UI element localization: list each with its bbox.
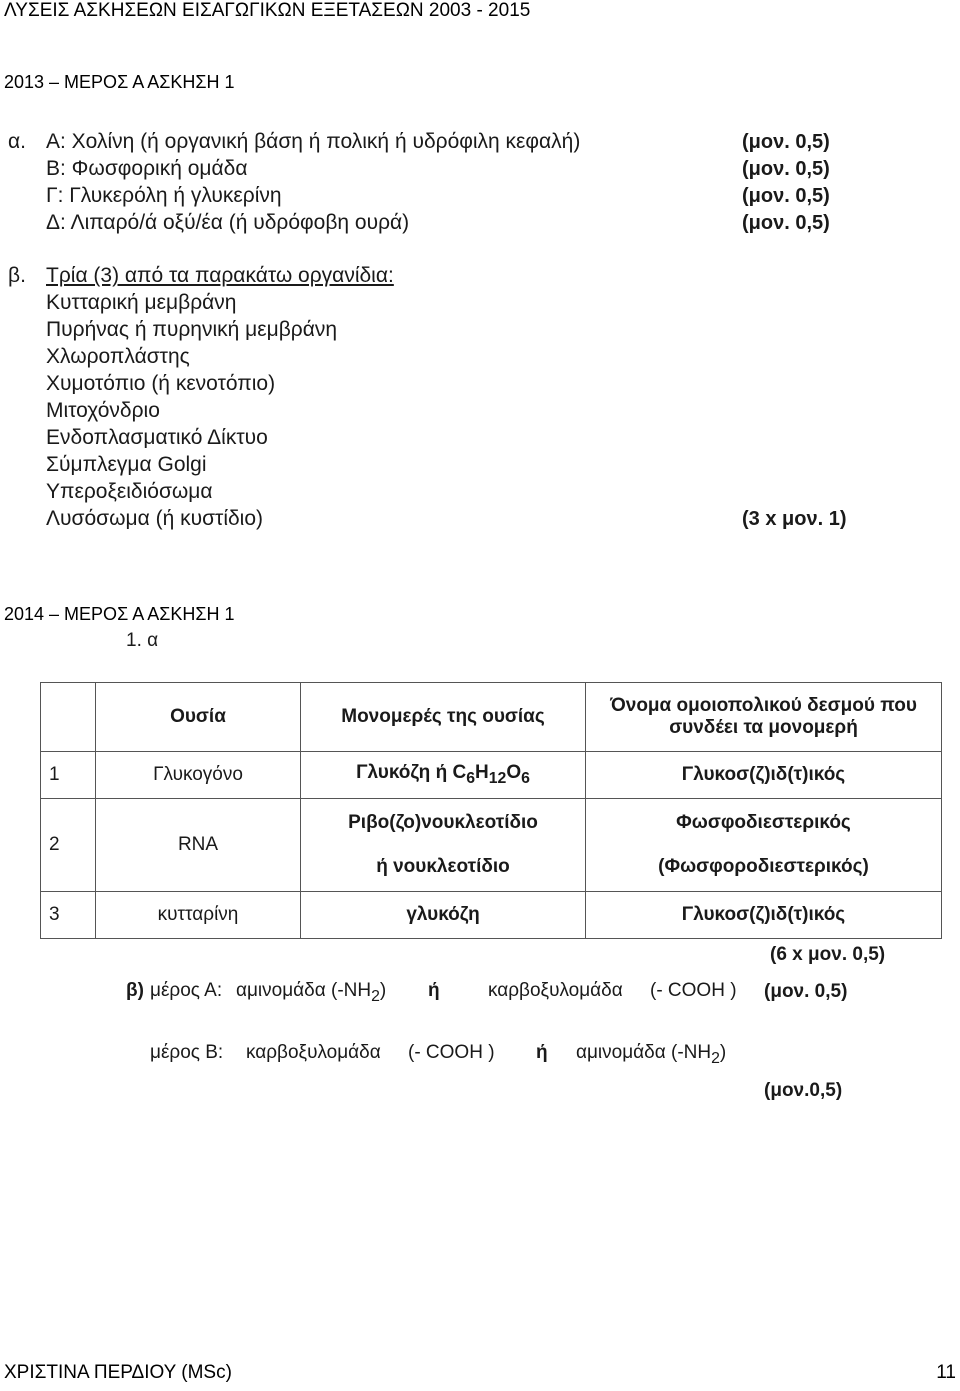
monomer-text: Ριβο(ζο)νουκλεοτίδιο [348, 812, 538, 833]
part-b-label: β) [126, 980, 144, 1001]
points-label: (μον. 0,5) [742, 212, 830, 234]
or-label: ή [536, 1042, 548, 1063]
formula-subscript: 2 [371, 987, 380, 1005]
monomer-cell [301, 752, 586, 799]
organelle-item: Υπεροξειδιόσωμα [46, 480, 213, 503]
page-header: ΛΥΣΕΙΣ ΑΣΚΗΣΕΩΝ ΕΙΣΑΓΩΓΙΚΩΝ ΕΞΕΤΑΣΕΩΝ 2003 - 2015 [4, 0, 531, 21]
substance-cell: RNA [96, 799, 301, 892]
row-number: 2 [41, 799, 96, 892]
organelle-item: Ενδοπλασματικό Δίκτυο [46, 426, 268, 449]
formula-end: ) [379, 980, 387, 1001]
points-label: (μον. 0,5) [764, 981, 848, 1002]
part-a-label: α. [8, 130, 26, 153]
bond-alt-text: (Φωσφοροδιεστερικός) [658, 856, 869, 877]
table-row [41, 892, 942, 939]
carboxyl-formula: (- COOH ) [408, 1042, 495, 1063]
table-row [41, 752, 942, 799]
table-header [41, 683, 96, 752]
bond-text: Φωσφοδιεστερικός [676, 812, 851, 833]
organelle-item: Μιτοχόνδριο [46, 399, 160, 422]
monomer-alt-text: ή νουκλεοτίδιο [376, 856, 510, 877]
formula-subscript: 6 [466, 769, 475, 787]
points-label: (μον. 0,5) [742, 158, 830, 180]
table-row [41, 799, 942, 892]
points-label: (μον. 0,5) [742, 185, 830, 207]
part-a-line: Α: Χολίνη (ή οργανική βάση ή πολική ή υδρόφιλη κεφαλή) [46, 130, 581, 153]
organelle-item: Χυμοτόπιο (ή κενοτόπιο) [46, 372, 276, 395]
section-title-2014: 2014 – ΜΕΡΟΣ Α ΑΣΚΗΣΗ 1 [4, 604, 235, 624]
bond-cell: Γλυκοσ(ζ)ιδ(τ)ικός [586, 892, 942, 939]
amino-group-text [236, 980, 386, 1006]
monomer-cell: γλυκόζη [301, 892, 586, 939]
points-label: (3 x μον. 1) [742, 508, 847, 530]
formula-subscript: 2 [711, 1049, 720, 1067]
bond-cell: Γλυκοσ(ζ)ιδ(τ)ικός [586, 752, 942, 799]
part-a-line: Δ: Λιπαρό/ά οξύ/έα (ή υδρόφοβη ουρά) [46, 211, 410, 234]
footer-author: ΧΡΙΣΤΙΝΑ ΠΕΡΔΙΟΥ (MSc) [4, 1362, 232, 1383]
organelle-item: Κυτταρική μεμβράνη [46, 291, 237, 314]
formula-subscript: 6 [521, 769, 530, 787]
organelle-item: Σύμπλεγμα Golgi [46, 453, 207, 476]
answer-table [40, 682, 942, 939]
carboxyl-group-text: καρβοξυλομάδα [246, 1042, 381, 1063]
part-a-line: Γ: Γλυκερόλη ή γλυκερίνη [46, 184, 282, 207]
monomer-cell [301, 799, 586, 892]
organelle-item: Πυρήνας ή πυρηνική μεμβράνη [46, 318, 338, 341]
part-a-line: Β: Φωσφορική ομάδα [46, 157, 248, 180]
organelle-item: Λυσόσωμα (ή κυστίδιο) [46, 507, 264, 530]
substance-cell: Γλυκογόνο [96, 752, 301, 799]
bond-cell [586, 799, 942, 892]
exercise-label: 1. α [126, 630, 159, 651]
formula-element: O [506, 762, 522, 784]
or-label: ή [428, 980, 440, 1001]
part-b-text: μέρος Β: [150, 1042, 224, 1063]
group-name: αμινομάδα (-NH [576, 1042, 712, 1063]
row-number: 1 [41, 752, 96, 799]
table-header: Ουσία [96, 683, 301, 752]
carboxyl-formula: (- COOH ) [650, 980, 737, 1001]
row-number: 3 [41, 892, 96, 939]
page-number: 11 [936, 1362, 956, 1383]
table-header: Μονομερές της ουσίας [301, 683, 586, 752]
part-a-text: μέρος Α: [150, 980, 223, 1001]
amino-group-text [576, 1042, 726, 1068]
formula-subscript: 12 [488, 769, 507, 787]
part-b-heading: Τρία (3) από τα παρακάτω οργανίδια: [46, 264, 394, 287]
points-label: (6 x μον. 0,5) [770, 944, 886, 965]
group-name: αμινομάδα (-NH [236, 980, 372, 1001]
section-title-2013: 2013 – ΜΕΡΟΣ Α ΑΣΚΗΣΗ 1 [4, 72, 235, 92]
formula-end: ) [719, 1042, 727, 1063]
carboxyl-group-text: καρβοξυλομάδα [488, 980, 623, 1001]
organelle-item: Χλωροπλάστης [46, 345, 190, 368]
formula-element: H [475, 762, 489, 784]
monomer-text: Γλυκόζη ή C [356, 762, 467, 784]
table-header: Όνομα ομοιοπολικού δεσμού που συνδέει τα μονομερή [586, 683, 942, 752]
part-b-label: β. [8, 264, 26, 287]
table-header-row [41, 683, 942, 752]
points-label: (μον. 0,5) [742, 131, 830, 153]
substance-cell: κυτταρίνη [96, 892, 301, 939]
points-label: (μον.0,5) [764, 1080, 843, 1101]
